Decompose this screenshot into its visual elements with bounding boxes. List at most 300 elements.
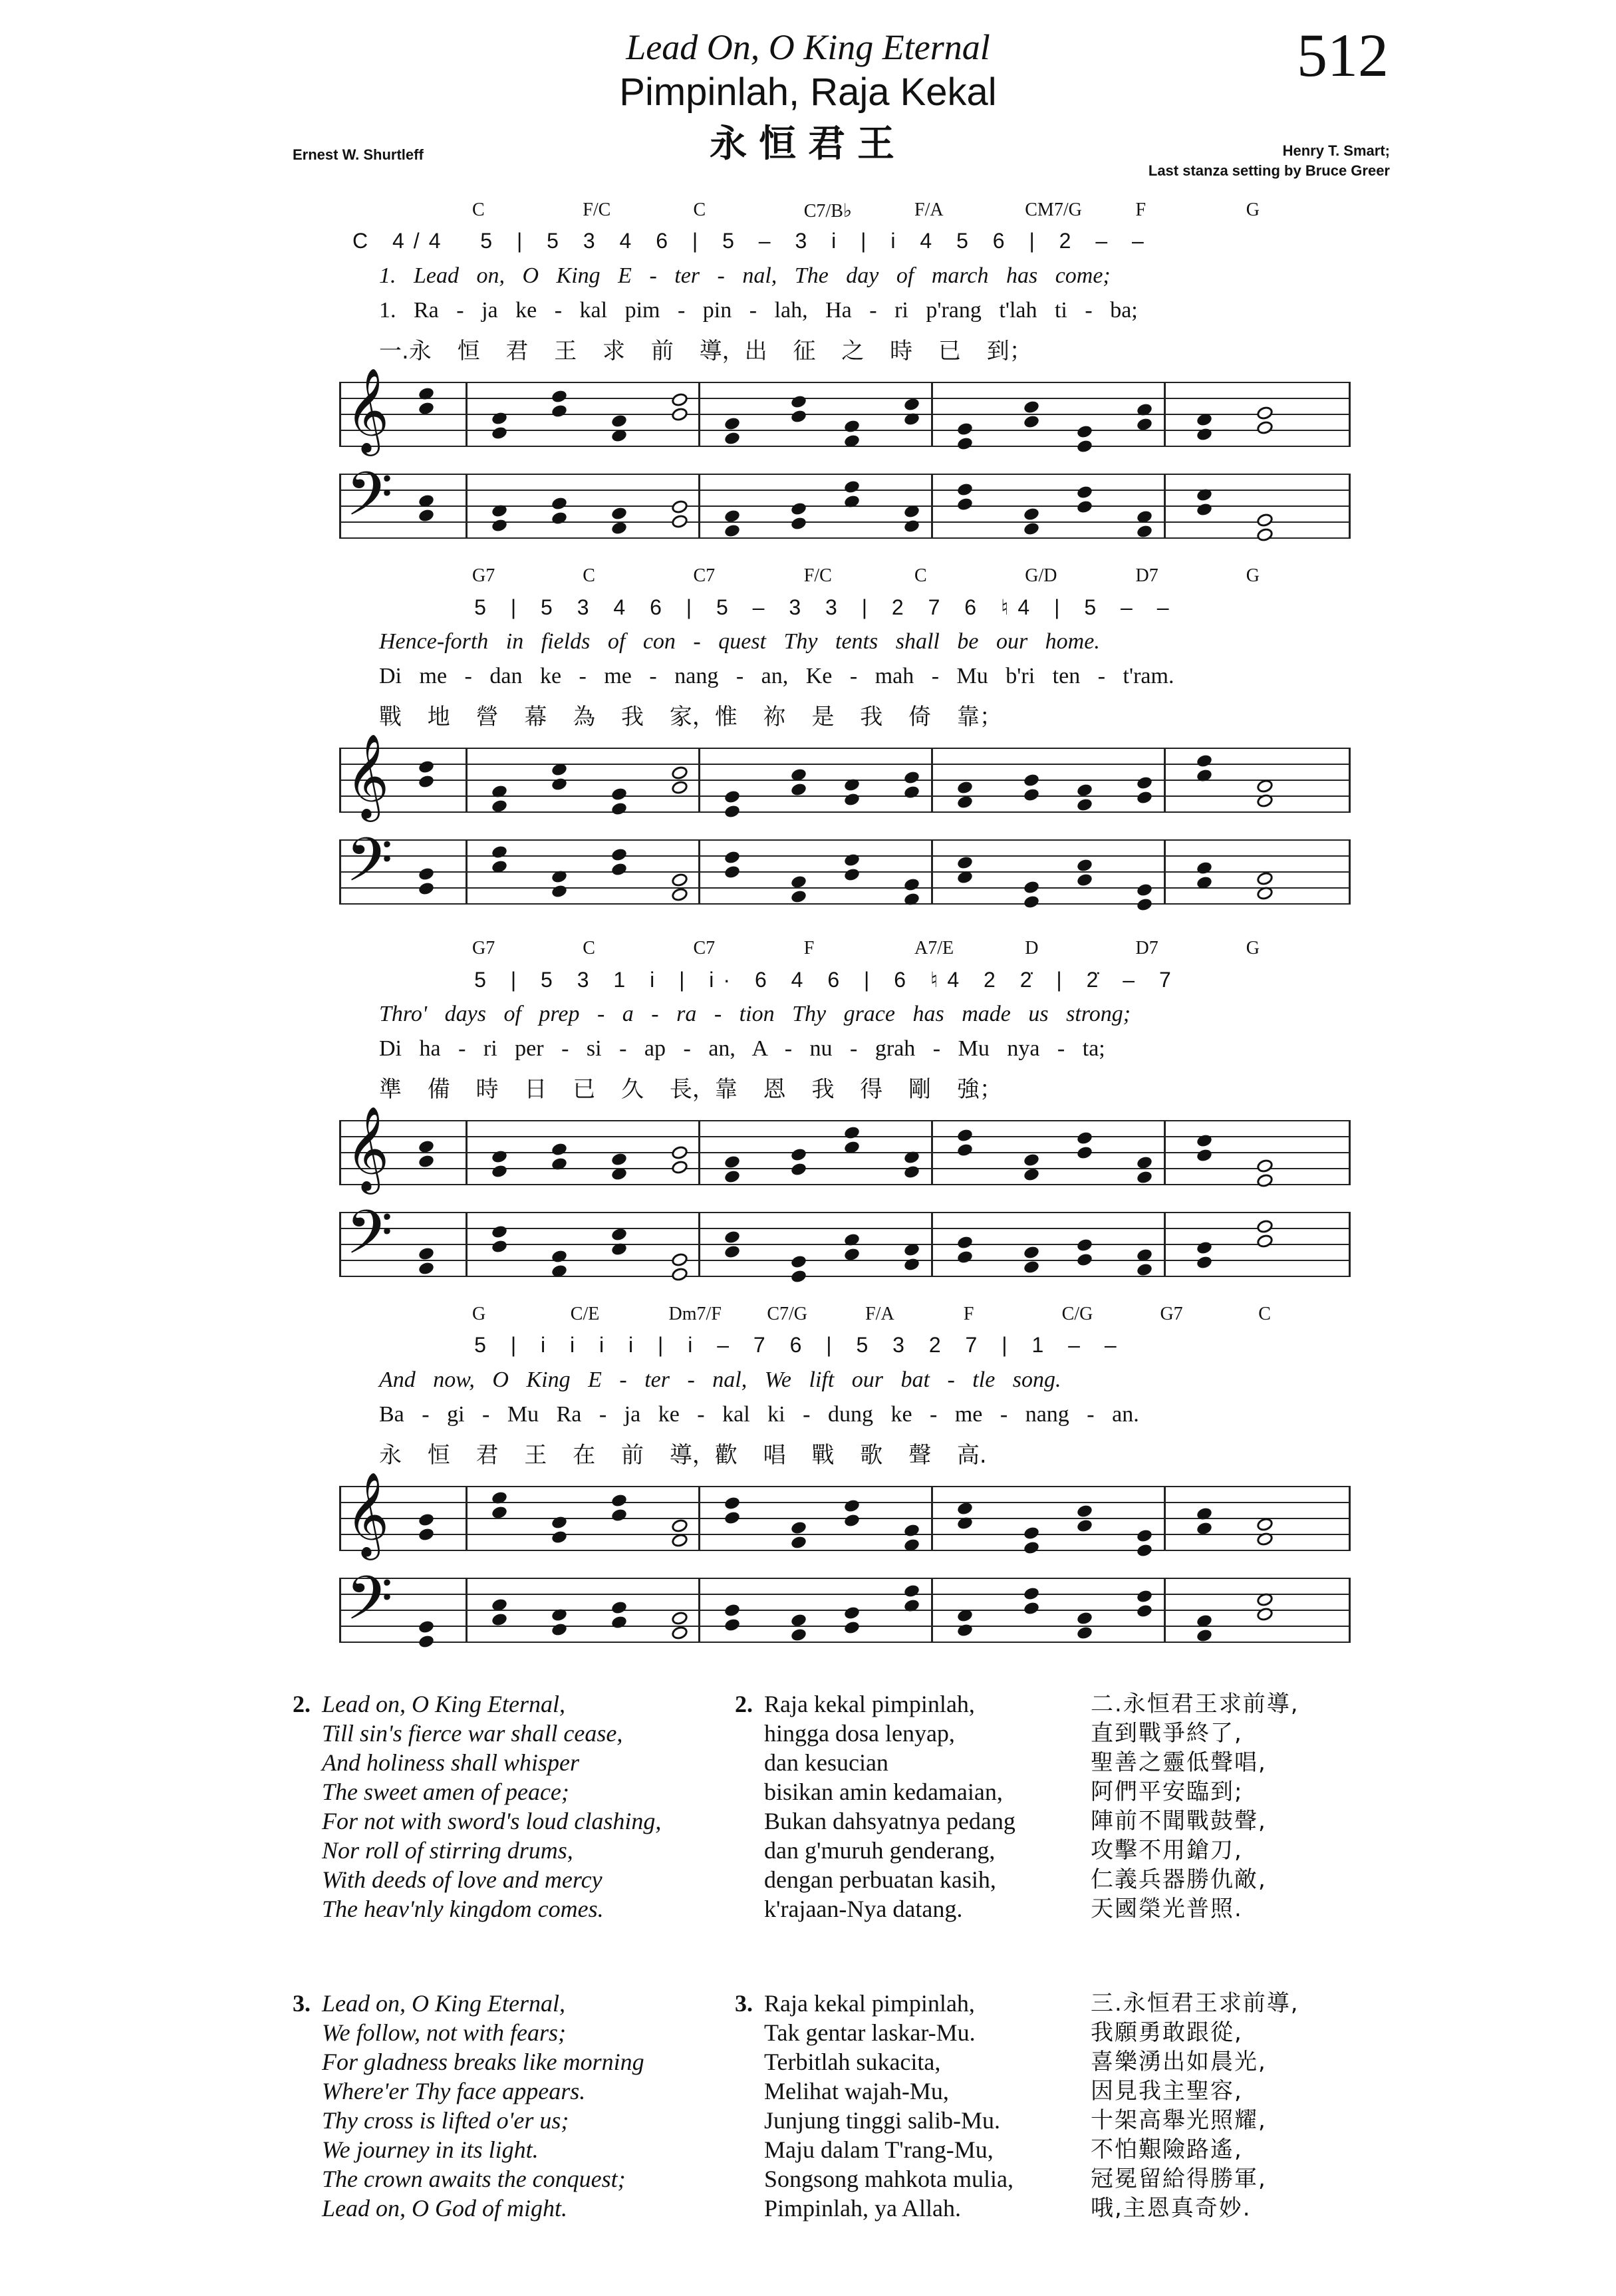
note-head — [610, 801, 628, 817]
barline — [931, 1212, 933, 1277]
note-head — [1136, 1528, 1153, 1544]
note-head — [551, 884, 568, 899]
note-head — [418, 1634, 435, 1650]
note-head — [1023, 1601, 1040, 1616]
note-head — [610, 862, 628, 877]
note-head — [1136, 790, 1153, 805]
note-head — [1023, 507, 1040, 522]
note-head — [724, 1618, 741, 1633]
verse-3-english — [293, 1989, 732, 2223]
staff-line — [339, 1642, 1350, 1643]
lyric-english-text: Thro' days of prep - a - ra - tion Thy grace has made us strong; — [379, 1002, 1131, 1026]
note-head — [790, 782, 807, 797]
title-english: Lead On, O King Eternal — [626, 27, 990, 67]
note-head — [956, 497, 974, 512]
chord-symbol: G/D — [1025, 565, 1057, 586]
note-head — [670, 498, 690, 515]
chord-symbol: G — [1246, 565, 1260, 586]
note-head — [956, 1143, 974, 1158]
note-head — [843, 419, 861, 434]
lyric-malay-text: Ba - gi - Mu Ra - ja ke - kal ki - dung ke - me - nang - an. — [379, 1402, 1139, 1427]
chord-symbol: G — [472, 1304, 486, 1324]
verse-line: For not with sword's loud clashing, — [322, 1808, 662, 1834]
verse-line: dengan perbuatan kasih, — [764, 1866, 996, 1893]
note-head — [551, 1622, 568, 1638]
note-head — [491, 845, 508, 860]
note-head — [551, 1142, 568, 1157]
note-head — [551, 1530, 568, 1545]
treble-clef-icon: 𝄞 — [346, 1105, 390, 1191]
verse-line: dan kesucian — [764, 1749, 888, 1776]
verse-line: 仁義兵器勝仇敵, — [1091, 1866, 1267, 1893]
barline — [1349, 382, 1351, 447]
treble-staff — [339, 733, 1350, 821]
chord-symbol: F — [803, 938, 815, 958]
note-head — [903, 877, 920, 893]
barline — [339, 1120, 341, 1185]
note-head — [418, 867, 435, 882]
note-head — [903, 1523, 920, 1538]
note-head — [670, 1517, 690, 1534]
staff-line — [339, 1168, 1350, 1169]
note-head — [1023, 1245, 1040, 1260]
note-head — [843, 1125, 861, 1141]
note-head — [956, 795, 974, 810]
barline — [466, 474, 468, 539]
note-head — [1023, 788, 1040, 803]
note-head — [1023, 1586, 1040, 1602]
hymn-number: 512 — [1297, 21, 1389, 89]
verse-line: Songsong mahkota mulia, — [764, 2166, 1013, 2192]
note-head — [790, 394, 807, 410]
lyric-chinese-text: 戰 地 營 幕 為 我 家，惟 祢 是 我 倚 靠； — [379, 704, 1002, 730]
note-head — [610, 414, 628, 429]
note-head — [491, 518, 508, 533]
chord-symbol: A7/E — [914, 938, 954, 958]
verse-line: Terbitlah sukacita, — [764, 2049, 941, 2075]
lyric-english — [339, 625, 1350, 660]
note-head — [418, 1620, 435, 1635]
verse-line: 三.永恒君王求前導, — [1091, 1990, 1299, 2017]
staff-line — [339, 537, 1350, 539]
note-head — [1256, 870, 1275, 887]
staff-line — [339, 1610, 1350, 1611]
chord-symbol: G7 — [472, 565, 495, 586]
barline — [1164, 748, 1166, 813]
note-head — [843, 867, 861, 883]
note-head — [1023, 1167, 1040, 1183]
bass-staff — [339, 1197, 1350, 1285]
lyric-malay-text: 1. Ra - ja ke - kal pim - pin - lah, Ha - ri p'rang t'lah ti - ba; — [379, 298, 1138, 323]
treble-clef-icon: 𝄞 — [346, 1471, 390, 1556]
staff-line — [339, 748, 1350, 749]
chord-symbol: C7/B♭ — [803, 201, 853, 221]
chord-symbol: C — [583, 938, 595, 958]
staff-line — [339, 1502, 1350, 1503]
chord-symbol: C/G — [1061, 1304, 1093, 1324]
verse-line: The sweet amen of peace; — [322, 1779, 569, 1805]
note-head — [1196, 502, 1213, 517]
chord-symbol: F/C — [803, 565, 832, 586]
bass-staff — [339, 825, 1350, 913]
chord-symbol: C — [693, 200, 706, 220]
barline — [1164, 839, 1166, 905]
composer-credit — [1064, 141, 1390, 181]
note-head — [790, 1162, 807, 1177]
staff-line — [339, 795, 1350, 797]
verse-number: 3. — [293, 1990, 311, 2017]
lyric-chinese — [339, 1067, 1350, 1101]
verse-line: And holiness shall whisper — [322, 1749, 580, 1776]
chord-symbol: F — [963, 1304, 974, 1324]
numbered-notation — [339, 226, 1350, 259]
verse-line: With deeds of love and mercy — [322, 1866, 603, 1893]
treble-staff — [339, 1471, 1350, 1559]
note-head — [610, 521, 628, 536]
barline — [1349, 839, 1351, 905]
note-head — [724, 416, 741, 432]
verse-line: The heav'nly kingdom comes. — [322, 1896, 604, 1922]
note-head — [1196, 1148, 1213, 1163]
note-head — [724, 865, 741, 880]
note-head — [843, 792, 861, 807]
note-head — [1136, 1262, 1153, 1278]
note-head — [418, 1512, 435, 1528]
barline — [931, 1120, 933, 1185]
chord-symbol: C/E — [570, 1304, 600, 1324]
lyric-malay — [339, 294, 1350, 329]
lyric-english-text: And now, O King E - ter - nal, We lift our bat - tle song. — [379, 1367, 1061, 1392]
note-head — [1136, 1170, 1153, 1185]
note-head — [1136, 883, 1153, 898]
note-head — [670, 871, 690, 888]
note-head — [724, 1155, 741, 1170]
note-head — [1076, 1238, 1093, 1253]
verse-line: Maju dalam T'rang-Mu, — [764, 2136, 994, 2163]
barline — [698, 474, 700, 539]
barline — [466, 382, 468, 447]
note-head — [418, 760, 435, 775]
verse-line: dan g'muruh genderang, — [764, 1837, 996, 1864]
note-head — [790, 1520, 807, 1536]
note-head — [491, 1239, 508, 1254]
verse-line: For gladness breaks like morning — [322, 2049, 644, 2075]
note-head — [491, 1224, 508, 1240]
note-head — [956, 855, 974, 871]
verse-line: 聖善之靈低聲唱, — [1091, 1749, 1267, 1776]
barline — [466, 1578, 468, 1643]
staff-line — [339, 1594, 1350, 1595]
barline — [339, 1486, 341, 1551]
note-head — [1076, 1252, 1093, 1268]
numbered-notation — [339, 1330, 1350, 1363]
verse-line: We follow, not with fears; — [322, 2019, 567, 2046]
chord-symbol: G — [1246, 938, 1260, 958]
note-head — [1136, 1604, 1153, 1619]
lyric-malay — [339, 1032, 1350, 1067]
note-head — [1076, 797, 1093, 813]
chord-symbol: C — [583, 565, 595, 586]
verse-line: Thy cross is lifted o'er us; — [322, 2107, 569, 2134]
staff-line — [339, 855, 1350, 857]
note-head — [1196, 1240, 1213, 1256]
chord-symbol: D7 — [1135, 938, 1158, 958]
verse-line: k'rajaan-Nya datang. — [764, 1896, 963, 1922]
verse-line: 陣前不聞戰鼓聲, — [1091, 1808, 1267, 1834]
lyric-chinese-text: 準 備 時 日 已 久 長，靠 恩 我 得 剛 強； — [379, 1076, 1002, 1103]
barline — [1349, 748, 1351, 813]
note-head — [418, 508, 435, 523]
verse-line: 喜樂湧出如晨光, — [1091, 2049, 1267, 2075]
barline — [339, 1212, 341, 1277]
lyric-malay-text: Di ha - ri per - si - ap - an, A - nu - grah - Mu nya - ta; — [379, 1036, 1105, 1061]
barline — [1349, 1486, 1351, 1551]
chord-symbol: C — [914, 565, 927, 586]
barline — [931, 382, 933, 447]
verse-line: 3. Lead on, O King Eternal, — [293, 1990, 565, 2017]
note-head — [1256, 511, 1275, 528]
barline — [698, 1212, 700, 1277]
note-head — [1076, 1504, 1093, 1519]
note-head — [724, 804, 741, 819]
barline — [466, 839, 468, 905]
treble-clef-icon: 𝄞 — [346, 733, 390, 818]
barline — [931, 748, 933, 813]
note-head — [724, 1496, 741, 1511]
staff-line — [339, 1228, 1350, 1229]
verse-line: Bukan dahsyatnya pedang — [764, 1808, 1015, 1834]
chord-symbol: C7 — [693, 565, 716, 586]
barline — [931, 1578, 933, 1643]
verse-3-malay — [735, 1989, 1107, 2223]
treble-staff — [339, 367, 1350, 455]
note-head — [903, 770, 920, 786]
note-head — [1136, 897, 1153, 913]
verse-line: Where'er Thy face appears. — [322, 2078, 586, 2104]
chord-symbol: D7 — [1135, 565, 1158, 586]
lyric-malay — [339, 660, 1350, 694]
note-head — [670, 764, 690, 781]
verse-number: 3. — [735, 1990, 753, 2017]
staff-line — [339, 474, 1350, 475]
staff-line — [339, 414, 1350, 415]
lyric-english — [339, 259, 1350, 294]
barline — [931, 839, 933, 905]
composer-name: Henry T. Smart; — [1282, 142, 1390, 159]
bass-clef-icon: 𝄢 — [346, 1197, 393, 1282]
note-head — [1023, 1526, 1040, 1541]
numbered-notes: 5 | 5 3 1 i | i· 6 4 6 | 6 ♮4 2 2̇ | 2̇ – 7 — [352, 968, 1180, 992]
note-head — [903, 785, 920, 800]
note-head — [790, 889, 807, 905]
note-head — [1076, 424, 1093, 440]
note-head — [903, 1584, 920, 1599]
note-head — [1023, 414, 1040, 430]
staff-line — [339, 903, 1350, 905]
lyric-chinese-text: 一.永 恒 君 王 求 前 導，出 征 之 時 已 到； — [379, 338, 1032, 364]
note-head — [1023, 880, 1040, 895]
note-head — [551, 511, 568, 526]
note-head — [724, 1230, 741, 1245]
chord-symbol: C — [1258, 1304, 1271, 1324]
note-head — [1256, 526, 1275, 543]
barline — [1349, 1212, 1351, 1277]
note-head — [491, 426, 508, 441]
treble-clef-icon: 𝄞 — [346, 367, 390, 452]
verse-line: 十架高舉光照耀, — [1091, 2107, 1267, 2134]
staff-line — [339, 839, 1350, 841]
note-head — [790, 516, 807, 531]
lyric-chinese — [339, 1433, 1350, 1467]
note-head — [790, 1628, 807, 1643]
note-head — [843, 1606, 861, 1621]
verse-number: 2. — [735, 1691, 753, 1717]
note-head — [610, 1227, 628, 1242]
note-head — [670, 1624, 690, 1641]
lyric-chinese — [339, 694, 1350, 729]
barline — [466, 1212, 468, 1277]
staff-line — [339, 887, 1350, 889]
note-head — [724, 523, 741, 539]
bass-clef-icon: 𝄢 — [346, 825, 393, 910]
staff-line — [339, 811, 1350, 813]
bass-clef-icon: 𝄢 — [346, 1563, 393, 1648]
note-head — [1076, 1131, 1093, 1146]
arranger-note: Last stanza setting by Bruce Greer — [1148, 162, 1390, 179]
note-head — [491, 1164, 508, 1179]
note-head — [551, 389, 568, 404]
title-chinese: 永恒君王 — [710, 122, 906, 166]
chord-symbol: F — [1135, 200, 1146, 220]
note-head — [610, 506, 628, 521]
staff-line — [339, 446, 1350, 447]
chord-symbol: C7 — [693, 938, 716, 958]
barline — [1164, 382, 1166, 447]
note-head — [551, 404, 568, 419]
note-head — [1256, 1157, 1275, 1174]
numbered-notation — [339, 964, 1350, 998]
chord-symbol: G — [1246, 200, 1260, 220]
verse-line: Lead on, O God of might. — [322, 2195, 567, 2222]
verse-line: 哦,主恩真奇妙. — [1091, 2195, 1252, 2222]
note-head — [418, 881, 435, 897]
verse-line: bisikan amin kedamaian, — [764, 1779, 1003, 1805]
verse-line: 攻擊不用鎗刀, — [1091, 1837, 1243, 1864]
note-head — [724, 1603, 741, 1618]
verse-line: 我願勇敢跟從, — [1091, 2019, 1243, 2046]
chord-row — [339, 938, 1350, 964]
music-system-4 — [339, 1304, 1350, 1651]
note-head — [491, 1612, 508, 1628]
bass-staff — [339, 1563, 1350, 1651]
note-head — [790, 1269, 807, 1284]
chord-symbol: C — [472, 200, 485, 220]
verse-number: 2. — [293, 1691, 311, 1717]
note-head — [670, 513, 690, 529]
verse-line: hingga dosa lenyap, — [764, 1720, 955, 1747]
chord-symbol: G7 — [1160, 1304, 1183, 1324]
note-head — [956, 436, 974, 452]
note-head — [1196, 1255, 1213, 1270]
note-head — [956, 1235, 974, 1250]
numbered-notation — [339, 592, 1350, 625]
lyric-english — [339, 998, 1350, 1032]
note-head — [956, 780, 974, 795]
barline — [698, 1578, 700, 1643]
barline — [339, 382, 341, 447]
lyric-chinese-text: 永 恒 君 王 在 前 導，歡 唱 戰 歌 聲 高. — [379, 1442, 987, 1469]
note-head — [903, 397, 920, 412]
barline — [339, 748, 341, 813]
verse-line: 天國榮光普照. — [1091, 1896, 1243, 1922]
note-head — [1023, 400, 1040, 415]
staff-line — [339, 1212, 1350, 1213]
barline — [698, 382, 700, 447]
chord-row — [339, 1304, 1350, 1330]
note-head — [1256, 1232, 1275, 1249]
music-system-1 — [339, 200, 1350, 547]
chord-symbol: F/A — [865, 1304, 894, 1324]
note-head — [956, 482, 974, 498]
note-head — [790, 502, 807, 517]
verse-2-english — [293, 1689, 732, 1924]
barline — [339, 474, 341, 539]
note-head — [418, 1246, 435, 1262]
note-head — [843, 1513, 861, 1528]
note-head — [1076, 858, 1093, 873]
note-head — [1136, 1589, 1153, 1604]
staff-line — [339, 398, 1350, 399]
note-head — [1076, 1145, 1093, 1161]
note-head — [670, 1266, 690, 1282]
note-head — [843, 480, 861, 495]
verse-line: Till sin's fierce war shall cease, — [322, 1720, 623, 1747]
note-head — [1196, 861, 1213, 876]
note-head — [843, 1620, 861, 1636]
lyric-chinese — [339, 329, 1350, 363]
barline — [339, 839, 341, 905]
verse-line: 冠冕留給得勝軍, — [1091, 2166, 1267, 2192]
verse-line: Tak gentar laskar-Mu. — [764, 2019, 976, 2046]
barline — [698, 748, 700, 813]
note-head — [1023, 1260, 1040, 1275]
note-head — [418, 1154, 435, 1169]
note-head — [724, 1244, 741, 1260]
verse-line: 阿們平安臨到; — [1091, 1779, 1244, 1805]
staff-line — [339, 521, 1350, 523]
note-head — [610, 1615, 628, 1630]
verse-2-malay — [735, 1689, 1107, 1924]
note-head — [790, 1535, 807, 1550]
note-head — [1023, 521, 1040, 537]
note-head — [843, 1499, 861, 1514]
note-head — [1076, 1518, 1093, 1534]
chord-row — [339, 565, 1350, 592]
staff-line — [339, 1184, 1350, 1185]
note-head — [1196, 754, 1213, 769]
note-head — [1136, 776, 1153, 791]
note-head — [610, 847, 628, 863]
note-head — [724, 850, 741, 865]
lyric-english-text: 1. Lead on, O King E - ter - nal, The day of march has come; — [379, 263, 1111, 288]
barline — [1349, 1578, 1351, 1643]
note-head — [1076, 500, 1093, 515]
lyric-malay — [339, 1398, 1350, 1433]
note-head — [956, 1250, 974, 1265]
note-head — [724, 431, 741, 446]
verse-line: 2. Lead on, O King Eternal, — [293, 1691, 565, 1717]
note-head — [903, 1165, 920, 1180]
